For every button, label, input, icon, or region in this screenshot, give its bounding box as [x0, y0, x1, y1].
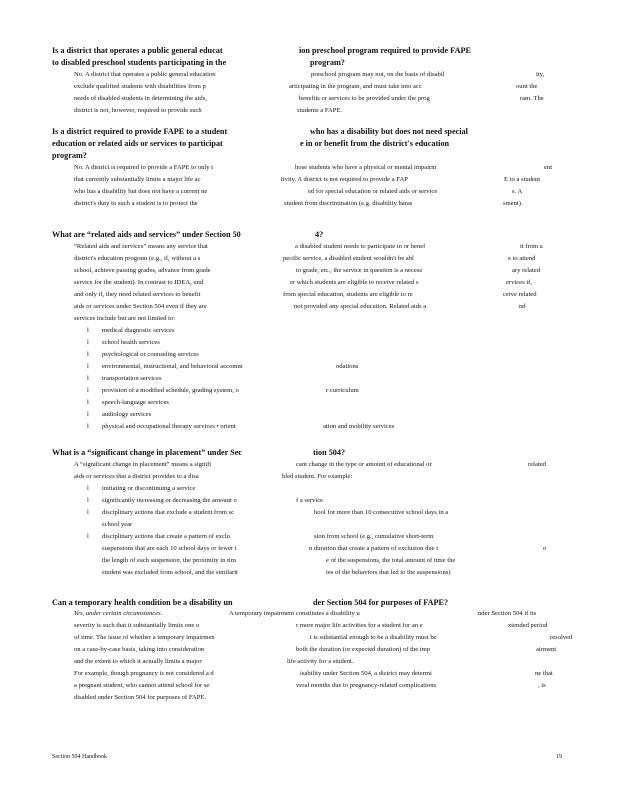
- bullet-marker: l: [87, 339, 89, 346]
- answer-text-line: life activity for a student.: [287, 658, 354, 665]
- answer-text-line: s. A: [512, 188, 523, 195]
- bullet-marker: l: [87, 387, 89, 394]
- answer-text-line: preschool program may not, on the basis of disabil: [311, 71, 445, 78]
- list-item: environmental, instructional, and behavioral accomm: [102, 363, 243, 370]
- section-question-line: Is a district that operates a public general educat: [52, 46, 223, 55]
- bullet-marker: l: [87, 327, 89, 334]
- answer-text-line: Yes, under certain circumstances.: [74, 610, 163, 617]
- list-item: significantly increasing or decreasing the amount o: [102, 497, 237, 504]
- list-item-continuation: odations: [336, 363, 359, 370]
- answer-text-line: er which students are eligible to receive related s: [290, 279, 419, 286]
- section-question-line: program?: [310, 58, 345, 67]
- answer-text-line: services include but are not limited to:: [74, 315, 176, 322]
- answer-text-line: service for the student). In contrast to IDEA, und: [74, 279, 204, 286]
- answer-text-line: No. A district is required to provide a FAPE to only t: [74, 164, 214, 171]
- answer-text-line: not provided any special education. Related aids a: [294, 303, 427, 310]
- section-question-line: What are “related aids and services” under Section 50: [52, 230, 241, 239]
- answer-text-line: it from a: [520, 243, 543, 250]
- answer-text-line: a disabled student needs to participate in or benef: [295, 243, 426, 250]
- section-question-line: ion preschool program required to provide FAPE: [299, 46, 471, 55]
- list-item: transportation services: [102, 375, 162, 382]
- section-question-line: 4?: [315, 230, 324, 239]
- list-item-continuation: the length of each suspension, the proximity in tim: [102, 557, 236, 564]
- answer-text-line: benefits or services to be provided under the prog: [299, 95, 430, 102]
- answer-text-line: and the extent to which it actually limits a major: [74, 658, 202, 665]
- answer-text-line: cant change in the type or amount of educational or: [296, 461, 432, 468]
- bullet-marker: l: [87, 411, 89, 418]
- list-item: medical diagnostic services: [102, 327, 175, 334]
- answer-text-line: articipating in the program, and must take into acc: [289, 83, 422, 90]
- section-question-line: Can a temporary health condition be a disability un: [52, 598, 233, 607]
- list-item-continuation: ation and mobility services: [323, 423, 395, 430]
- list-item-continuation: suspensions that are each 10 school days or fewer i: [102, 545, 237, 552]
- answer-text-line: bled student. For example:: [282, 473, 353, 480]
- answer-text-line: severity is such that it substantially limits one o: [74, 622, 200, 629]
- list-item-continuation: f a service: [296, 497, 324, 504]
- answer-text-line: a pregnant student, who cannot attend school for se: [74, 682, 210, 689]
- answer-text-line: disabled under Section 504 for purposes of FAPE.: [74, 694, 207, 701]
- list-item: provision of a modified schedule, grading system, o: [102, 387, 239, 394]
- answer-text-line: students a FAPE.: [297, 107, 343, 114]
- answer-text-line: xtended period: [508, 622, 548, 629]
- answer-text-line: tivity. A district is not required to provide a FAP: [281, 176, 408, 183]
- answer-text-line: isability under Section 504, a district may determi: [300, 670, 432, 677]
- answer-text-line: ervices if,: [506, 279, 532, 286]
- section-question-line: Is a district required to provide FAPE to a student: [52, 127, 228, 136]
- list-item: disciplinary actions that exclude a student from sc: [102, 509, 235, 516]
- bullet-marker: l: [87, 351, 89, 358]
- section-question-line: tion 504?: [313, 448, 346, 457]
- section-question-line: program?: [52, 151, 87, 160]
- bullet-marker: l: [87, 375, 89, 382]
- answer-text-line: who has a disability but does not have a current ne: [74, 188, 208, 195]
- answer-text-line: ed for special education or related aids or service: [308, 188, 438, 195]
- bullet-marker: l: [87, 509, 89, 516]
- answer-text-line: aids or services under Section 504 even if they are: [74, 303, 207, 310]
- answer-text-line: A “significant change in placement” means a signifi: [74, 461, 212, 468]
- answer-text-line: that currently substantially limits a major life ac: [74, 176, 201, 183]
- list-item-continuation: sion from school (e.g., cumulative short-term: [314, 533, 434, 540]
- answer-text-line: from special education, students are eligible to re: [283, 291, 413, 298]
- footer-title: Section 504 Handbook: [52, 754, 107, 760]
- answer-text-line: to grade, etc., the service in question is a necess: [296, 267, 422, 274]
- list-item-continuation: n duration that create a pattern of exclusion due t: [309, 545, 439, 552]
- answer-text-line: hose students who have a physical or mental impairm: [295, 164, 437, 171]
- answer-text-line: of time. The issue of whether a temporary impairmen: [74, 634, 215, 641]
- bullet-marker: l: [87, 423, 89, 430]
- answer-text-line: E to a student: [504, 176, 541, 183]
- answer-text-line: both the duration (or expected duration) of the imp: [296, 646, 431, 653]
- list-item-continuation: student was excluded from school, and the similarit: [102, 569, 238, 576]
- list-item: psychological or counseling services: [102, 351, 199, 358]
- section-question-line: What is a “significant change in placement” under Sec: [52, 448, 242, 457]
- bullet-marker: l: [87, 497, 89, 504]
- list-item-continuation: hool for more than 10 consecutive school days in a: [314, 509, 449, 516]
- answer-text-line: ary related: [512, 267, 541, 274]
- list-item: speech-language services: [102, 399, 169, 406]
- answer-text-line: ram. The: [520, 95, 544, 102]
- section-question-line: to disabled preschool students participating in the: [52, 58, 227, 67]
- answer-text-line: t is substantial enough to be a disability must be: [310, 634, 437, 641]
- answer-text-line: sment).: [503, 200, 523, 207]
- answer-text-line: No. A district that operates a public general education: [74, 71, 216, 78]
- answer-text-line: district's education program (e.g., if, without a s: [74, 255, 201, 262]
- answer-text-line: r more major life activities for a student for an e: [296, 622, 423, 629]
- answer-text-line: For example, though pregnancy is not considered a d: [74, 670, 214, 677]
- bullet-marker: l: [87, 485, 89, 492]
- answer-text-line: school, achieve passing grades, advance from grade: [74, 267, 211, 274]
- answer-text-line: “Related aids and services” means any service that: [74, 243, 208, 250]
- answer-text-line: e to attend: [508, 255, 536, 262]
- answer-text-line: exclude qualified students with disabilities from p: [74, 83, 206, 90]
- answer-text-line: district is not, however, required to provide such: [74, 107, 202, 114]
- list-item-continuation: ies of the behaviors that led to the suspensions): [326, 569, 451, 576]
- list-item: school health services: [102, 339, 160, 346]
- list-item-continuation: e of the suspensions, the total amount of time the: [326, 557, 456, 564]
- answer-text-line: student from discrimination (e.g. disability haras: [284, 200, 413, 207]
- answer-text-line: nd: [519, 303, 526, 310]
- answer-text-line: airment: [536, 646, 557, 653]
- list-item: initiating or discontinuing a service: [102, 485, 196, 492]
- section-question-line: der Section 504 for purposes of FAPE?: [313, 598, 449, 607]
- answer-text-line: , is: [538, 682, 546, 689]
- answer-text-line: nder Section 504 if its: [478, 610, 537, 617]
- answer-text-line: ent: [544, 164, 553, 171]
- section-question-line: education or related aids or services to participat: [52, 139, 223, 148]
- answer-text-line: and only if, they need related services to benefit: [74, 291, 201, 298]
- list-item-continuation: r curriculum: [326, 387, 359, 394]
- bullet-marker: l: [87, 363, 89, 370]
- bullet-marker: l: [87, 399, 89, 406]
- page-number: 19: [556, 754, 562, 760]
- answer-text-line: ity,: [536, 71, 545, 78]
- section-question-line: e in or benefit from the district's education: [300, 139, 450, 148]
- answer-text-line: aids or services that a district provides to a disa: [74, 473, 199, 480]
- answer-text-line: resolved: [550, 634, 573, 641]
- answer-text-line: pecific service, a disabled student wouldn't be abl: [283, 255, 414, 262]
- answer-text-line: ne that: [535, 670, 553, 677]
- list-item-continuation: school year: [102, 521, 133, 528]
- answer-text-line: district's duty to such a student is to protect the: [74, 200, 198, 207]
- list-item: audiology services: [102, 411, 152, 418]
- list-item: physical and occupational therapy services • orient: [102, 423, 236, 430]
- list-item: disciplinary actions that create a pattern of exclu: [102, 533, 230, 540]
- section-question-line: who has a disability but does not need special: [310, 127, 468, 136]
- answer-text-line: ceive related: [503, 291, 537, 298]
- answer-text-line: on a case-by-case basis, taking into consideration: [74, 646, 205, 653]
- answer-text-line: related: [528, 461, 546, 468]
- answer-text-line: veral months due to pregnancy-related complications: [296, 682, 437, 689]
- list-item-continuation: o: [543, 545, 547, 552]
- answer-text-line: needs of disabled students in determining the aids,: [74, 95, 207, 102]
- answer-text-line: ount the: [516, 83, 538, 90]
- bullet-marker: l: [87, 533, 89, 540]
- answer-text-line: A temporary impairment constitutes a disability u: [229, 610, 360, 617]
